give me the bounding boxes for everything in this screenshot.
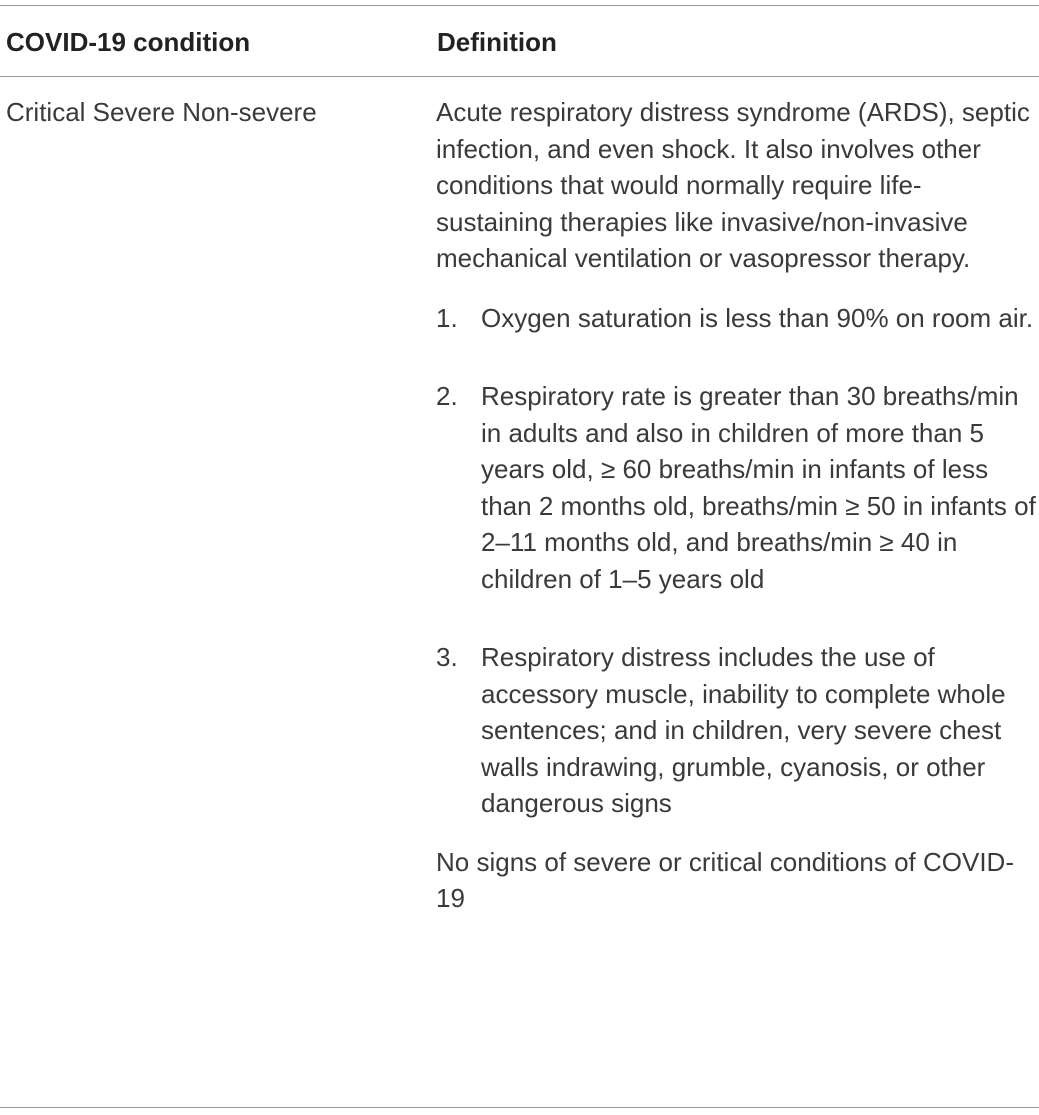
column-header-definition: Definition: [437, 27, 557, 57]
definition-cell: [436, 94, 1036, 917]
critical-definition: Acute respiratory distress syndrome (ARDS), septic infection, and even shock. It also involves other conditions that would normally require life-sustaining therapies like invasive/non-invasive mechanical ventilation or vasopressor therapy.: [436, 97, 1030, 273]
table-bottom-rule: [0, 1107, 1039, 1108]
list-item: [436, 378, 1036, 597]
list-item-text: Respiratory distress includes the use of accessory muscle, inability to complete whole sentences; and in children, very severe chest walls indrawing, grumble, cyanosis, or other dangerous signs: [481, 642, 1006, 818]
list-item: [436, 300, 1036, 337]
list-item-number: 1.: [436, 302, 458, 333]
column-header-condition: COVID-19 condition: [6, 27, 251, 57]
list-item-number: 3.: [436, 642, 458, 672]
condition-cell: Critical Severe Non-severe: [6, 97, 317, 127]
non-severe-definition: No signs of severe or critical conditions of COVID-19: [436, 846, 1014, 913]
list-item-text: Oxygen saturation is less than 90% on room air.: [481, 302, 1034, 333]
list-item-number: 2.: [436, 381, 458, 411]
severe-criteria-list: [436, 300, 1036, 822]
table-top-rule: [0, 5, 1039, 6]
table-header-rule: [0, 76, 1039, 77]
list-item: [436, 639, 1036, 822]
list-item-text: Respiratory rate is greater than 30 breaths/min in adults and also in children of more than 5 years old, ≥ 60 breaths/min in infants of less than 2 months old, breaths/min ≥ 50 in infants of 2–11 months old, and breaths/min ≥ 40 in children of 1–5 years old: [481, 381, 1036, 594]
